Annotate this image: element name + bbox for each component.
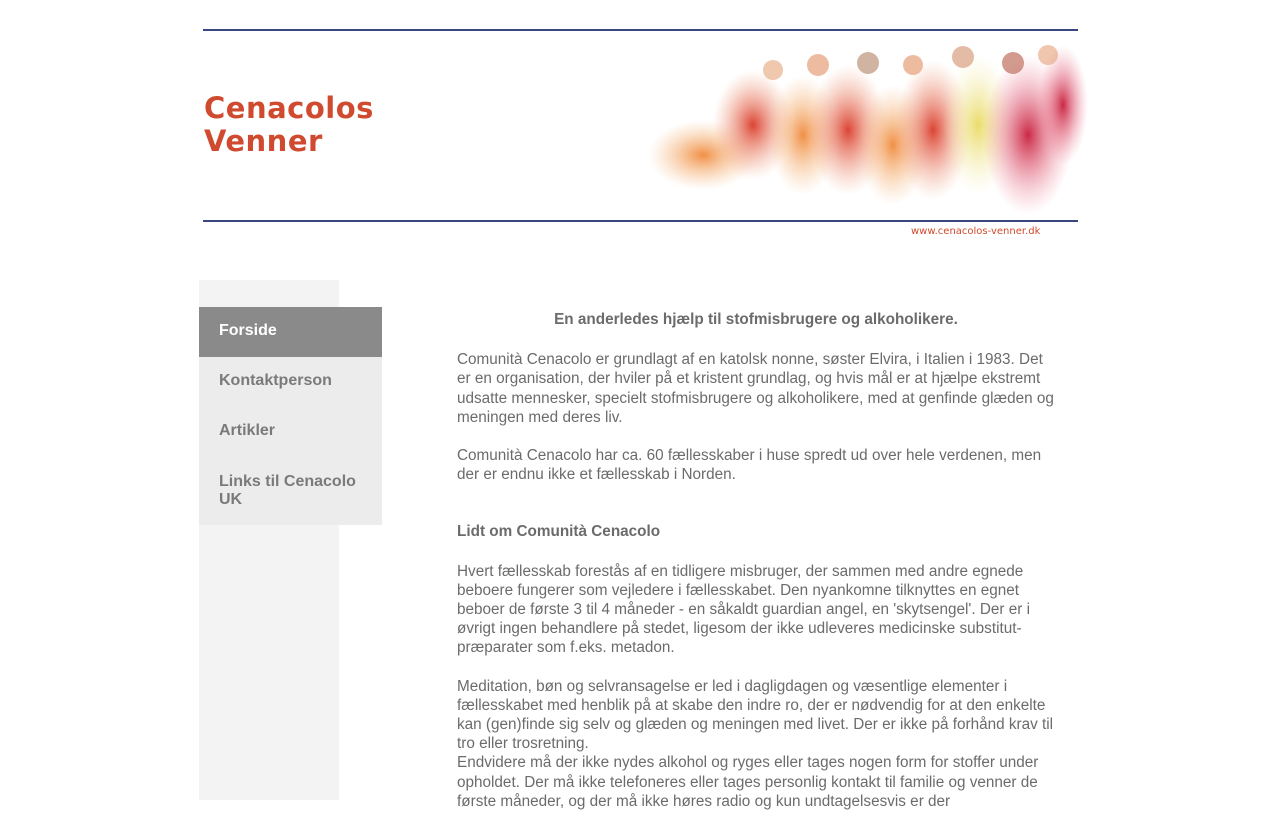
body-paragraph-3: Endvidere må der ikke nydes alkohol og ryges eller tages nogen form for stoffer under opholdet. Der må ikke telefoneres eller tages personlig kontakt til familie og venner de første måneder, og der må ikke høres radio og kun undtagelsesvis er der — [457, 754, 1039, 810]
header-top-rule — [203, 29, 1078, 31]
main-content — [457, 310, 1055, 830]
intro-paragraph-2: Comunità Cenacolo har ca. 60 fællesskaber i huse spredt ud over hele verdenen, men der er endnu ikke et fællesskab i Norden. — [457, 447, 1042, 484]
nav-item-artikler[interactable]: Artikler — [219, 422, 276, 439]
main-navigation — [199, 307, 382, 525]
site-url: www.cenacolos-venner.dk — [911, 226, 1041, 237]
page-heading: En anderledes hjælp til stofmisbrugere og alkoholikere. — [554, 311, 958, 328]
site-header — [203, 29, 1078, 241]
body-paragraph-1: Hvert fællesskab forestås af en tidligere misbruger, der sammen med andre egnede beboere fungerer som vejledere i fællesskabet. Den nyankomne tilknyttes en egnet beboer de første 3 til 4 måneder - en såkaldt guardian angel, en 'skytsengel'. Der er i øvrigt ingen behandlere på stedet, ligesom der ikke udleveres medicinske substitut-præparater som f.eks. metadon. — [457, 562, 1030, 657]
nav-item-kontaktperson[interactable]: Kontaktperson — [219, 372, 332, 389]
nav-item-forside[interactable]: Forside — [199, 307, 382, 357]
intro-paragraph-1: Comunità Cenacolo er grundlagt af en katolsk nonne, søster Elvira, i Italien i 1983. Det er en organisation, der hviler på et kristent grundlag, og hvis mål er at hjælpe ekstremt udsatte mennesker, specielt stofmisbrugere og alkoholikere, med at genfinde glæden og meningen med deres liv. — [457, 351, 1054, 426]
header-bottom-rule — [203, 220, 1078, 222]
nav-item-links-cenacolo-uk[interactable]: Links til Cenacolo UK — [219, 473, 356, 508]
section-title: Lidt om Comunità Cenacolo — [457, 523, 661, 541]
logo-line-1: Cenacolos — [204, 91, 374, 125]
logo-line-2: Venner — [204, 124, 323, 158]
header-painting — [643, 35, 1088, 221]
body-paragraph-2: Meditation, bøn og selvransagelse er led i dagligdagen og væsentlige elementer i fællesskabet med henblik på at skabe den indre ro, der er nødvendig for at den enkelte kan (gen)finde sig selv og glæden og meningen med livet. Der er ikke på forhånd krav til tro eller trosretning. — [457, 677, 1054, 753]
site-logo[interactable] — [204, 92, 374, 158]
